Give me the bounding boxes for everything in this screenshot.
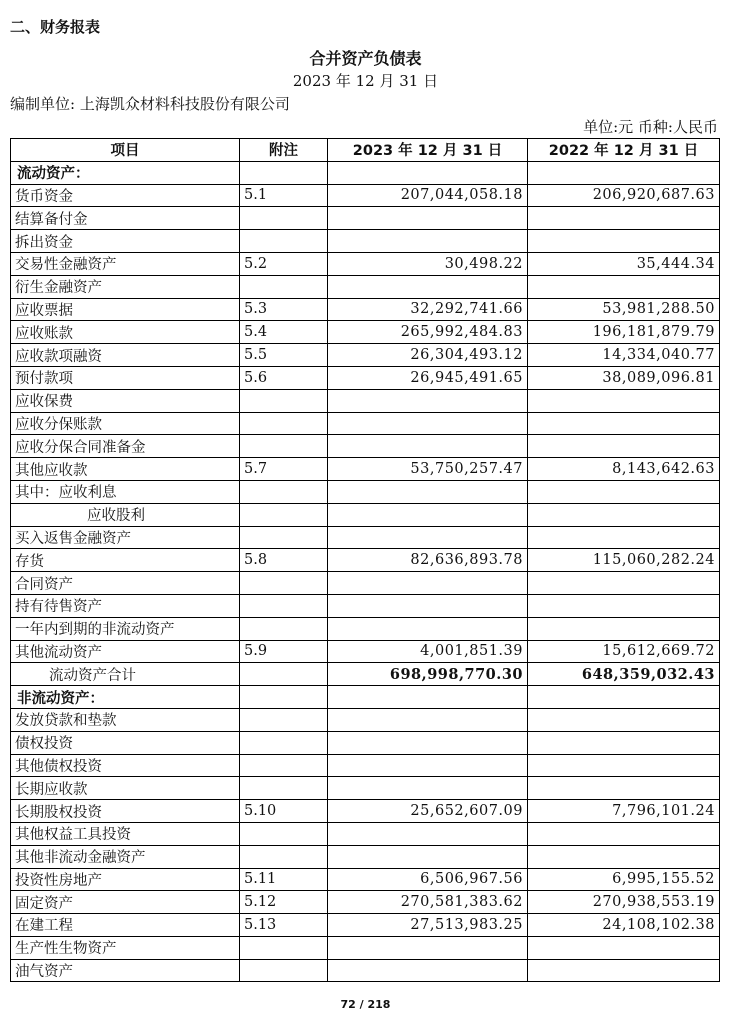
item-cell: 发放贷款和垫款	[11, 708, 240, 731]
note-cell	[240, 207, 328, 230]
table-row	[11, 777, 720, 800]
value-2022-cell	[528, 480, 720, 503]
note-cell	[240, 777, 328, 800]
table-row	[11, 663, 720, 686]
note-cell: 5.13	[240, 914, 328, 937]
item-cell: 应收分保账款	[11, 412, 240, 435]
table-row	[11, 161, 720, 184]
note-cell	[240, 845, 328, 868]
item-cell: 应收账款	[11, 321, 240, 344]
value-2022-cell: 38,089,096.81	[528, 366, 720, 389]
item-cell: 其他流动资产	[11, 640, 240, 663]
header-2023: 2023 年 12 月 31 日	[328, 139, 528, 162]
item-cell: 货币资金	[11, 184, 240, 207]
value-2023-cell	[328, 412, 528, 435]
item-cell: 长期应收款	[11, 777, 240, 800]
value-2022-cell	[528, 686, 720, 709]
note-cell	[240, 708, 328, 731]
item-cell: 长期股权投资	[11, 800, 240, 823]
table-row	[11, 298, 720, 321]
table-row	[11, 891, 720, 914]
value-2023-cell	[328, 777, 528, 800]
value-2023-cell: 6,506,967.56	[328, 868, 528, 891]
table-row	[11, 708, 720, 731]
note-cell: 5.8	[240, 549, 328, 572]
value-2023-cell	[328, 708, 528, 731]
note-cell	[240, 822, 328, 845]
item-cell: 存货	[11, 549, 240, 572]
value-2023-cell	[328, 845, 528, 868]
value-2022-cell: 6,995,155.52	[528, 868, 720, 891]
value-2023-cell: 265,992,484.83	[328, 321, 528, 344]
item-cell: 一年内到期的非流动资产	[11, 617, 240, 640]
note-cell: 5.10	[240, 800, 328, 823]
note-cell: 5.6	[240, 366, 328, 389]
value-2023-cell	[328, 822, 528, 845]
unit-currency-line: 单位:元 币种:人民币	[583, 118, 718, 136]
note-cell	[240, 389, 328, 412]
header-2022: 2022 年 12 月 31 日	[528, 139, 720, 162]
item-cell: 应收分保合同准备金	[11, 435, 240, 458]
header-note: 附注	[240, 139, 328, 162]
item-cell: 其他债权投资	[11, 754, 240, 777]
value-2022-cell	[528, 845, 720, 868]
table-row	[11, 800, 720, 823]
value-2022-cell	[528, 708, 720, 731]
note-cell	[240, 480, 328, 503]
table-row	[11, 275, 720, 298]
item-cell: 交易性金融资产	[11, 252, 240, 275]
item-cell: 持有待售资产	[11, 594, 240, 617]
item-cell: 非流动资产：	[11, 686, 240, 709]
item-cell: 应收股利	[11, 503, 240, 526]
value-2023-cell: 4,001,851.39	[328, 640, 528, 663]
value-2022-cell: 24,108,102.38	[528, 914, 720, 937]
table-row	[11, 207, 720, 230]
value-2022-cell	[528, 936, 720, 959]
item-cell: 流动资产合计	[11, 663, 240, 686]
item-cell: 预付款项	[11, 366, 240, 389]
value-2023-cell	[328, 572, 528, 595]
value-2023-cell	[328, 594, 528, 617]
value-2023-cell	[328, 959, 528, 982]
item-cell: 应收保费	[11, 389, 240, 412]
note-cell	[240, 731, 328, 754]
report-title: 合并资产负债表	[309, 49, 422, 68]
note-cell: 5.11	[240, 868, 328, 891]
item-cell: 衍生金融资产	[11, 275, 240, 298]
item-cell: 拆出资金	[11, 230, 240, 253]
item-cell: 债权投资	[11, 731, 240, 754]
item-cell: 结算备付金	[11, 207, 240, 230]
value-2022-cell: 648,359,032.43	[528, 663, 720, 686]
value-2022-cell: 53,981,288.50	[528, 298, 720, 321]
table-row	[11, 435, 720, 458]
item-cell: 投资性房地产	[11, 868, 240, 891]
note-cell	[240, 686, 328, 709]
item-cell: 应收款项融资	[11, 344, 240, 367]
item-cell: 其他权益工具投资	[11, 822, 240, 845]
value-2023-cell	[328, 686, 528, 709]
table-row	[11, 344, 720, 367]
value-2022-cell: 115,060,282.24	[528, 549, 720, 572]
item-cell: 合同资产	[11, 572, 240, 595]
table-row	[11, 549, 720, 572]
note-cell	[240, 435, 328, 458]
note-cell	[240, 275, 328, 298]
note-cell: 5.7	[240, 458, 328, 481]
value-2023-cell	[328, 207, 528, 230]
value-2023-cell: 270,581,383.62	[328, 891, 528, 914]
note-cell	[240, 936, 328, 959]
table-row	[11, 412, 720, 435]
value-2022-cell	[528, 161, 720, 184]
value-2023-cell: 53,750,257.47	[328, 458, 528, 481]
note-cell: 5.4	[240, 321, 328, 344]
value-2023-cell: 25,652,607.09	[328, 800, 528, 823]
table-row	[11, 366, 720, 389]
table-row	[11, 914, 720, 937]
table-row	[11, 526, 720, 549]
value-2022-cell: 196,181,879.79	[528, 321, 720, 344]
value-2022-cell	[528, 275, 720, 298]
item-cell: 应收票据	[11, 298, 240, 321]
header-item: 项目	[11, 139, 240, 162]
value-2023-cell: 207,044,058.18	[328, 184, 528, 207]
value-2022-cell: 35,444.34	[528, 252, 720, 275]
note-cell	[240, 617, 328, 640]
table-row	[11, 184, 720, 207]
value-2022-cell	[528, 777, 720, 800]
value-2023-cell	[328, 275, 528, 298]
value-2023-cell	[328, 936, 528, 959]
value-2023-cell	[328, 731, 528, 754]
table-row	[11, 252, 720, 275]
value-2022-cell: 8,143,642.63	[528, 458, 720, 481]
note-cell	[240, 959, 328, 982]
table-row	[11, 230, 720, 253]
value-2023-cell	[328, 754, 528, 777]
value-2023-cell	[328, 526, 528, 549]
item-cell: 其他非流动金融资产	[11, 845, 240, 868]
value-2022-cell	[528, 731, 720, 754]
note-cell	[240, 412, 328, 435]
value-2023-cell: 26,304,493.12	[328, 344, 528, 367]
table-row	[11, 503, 720, 526]
table-row	[11, 572, 720, 595]
note-cell	[240, 663, 328, 686]
section-title: 二、财务报表	[10, 18, 101, 36]
item-cell: 其中：应收利息	[11, 480, 240, 503]
table-row	[11, 617, 720, 640]
note-cell	[240, 161, 328, 184]
value-2022-cell	[528, 526, 720, 549]
note-cell	[240, 572, 328, 595]
table-row	[11, 731, 720, 754]
value-2022-cell	[528, 412, 720, 435]
note-cell: 5.2	[240, 252, 328, 275]
note-cell: 5.12	[240, 891, 328, 914]
value-2023-cell	[328, 617, 528, 640]
value-2023-cell	[328, 480, 528, 503]
value-2023-cell: 27,513,983.25	[328, 914, 528, 937]
report-date: 2023 年 12 月 31 日	[292, 72, 439, 90]
balance-sheet-table	[10, 138, 720, 982]
table-row	[11, 868, 720, 891]
value-2022-cell	[528, 207, 720, 230]
value-2022-cell	[528, 959, 720, 982]
item-cell: 在建工程	[11, 914, 240, 937]
value-2022-cell	[528, 435, 720, 458]
value-2022-cell	[528, 822, 720, 845]
table-row	[11, 959, 720, 982]
value-2023-cell: 30,498.22	[328, 252, 528, 275]
note-cell	[240, 594, 328, 617]
note-cell: 5.5	[240, 344, 328, 367]
table-row	[11, 480, 720, 503]
reporting-entity: 编制单位: 上海凯众材料科技股份有限公司	[10, 95, 290, 113]
note-cell: 5.3	[240, 298, 328, 321]
table-row	[11, 594, 720, 617]
value-2022-cell: 206,920,687.63	[528, 184, 720, 207]
value-2023-cell	[328, 161, 528, 184]
table-row	[11, 845, 720, 868]
value-2022-cell: 7,796,101.24	[528, 800, 720, 823]
table-row	[11, 686, 720, 709]
value-2023-cell	[328, 503, 528, 526]
value-2023-cell: 698,998,770.30	[328, 663, 528, 686]
value-2023-cell: 26,945,491.65	[328, 366, 528, 389]
page-number: 72 / 218	[340, 998, 391, 1011]
value-2023-cell	[328, 230, 528, 253]
value-2022-cell: 270,938,553.19	[528, 891, 720, 914]
value-2023-cell: 82,636,893.78	[328, 549, 528, 572]
value-2022-cell	[528, 230, 720, 253]
item-cell: 固定资产	[11, 891, 240, 914]
value-2022-cell	[528, 617, 720, 640]
note-cell	[240, 526, 328, 549]
table-row	[11, 936, 720, 959]
table-row	[11, 458, 720, 481]
note-cell: 5.1	[240, 184, 328, 207]
value-2022-cell	[528, 503, 720, 526]
value-2022-cell	[528, 594, 720, 617]
table-row	[11, 640, 720, 663]
value-2022-cell	[528, 572, 720, 595]
note-cell	[240, 503, 328, 526]
value-2022-cell: 15,612,669.72	[528, 640, 720, 663]
table-row	[11, 754, 720, 777]
value-2022-cell	[528, 389, 720, 412]
value-2023-cell	[328, 435, 528, 458]
value-2023-cell	[328, 389, 528, 412]
item-cell: 买入返售金融资产	[11, 526, 240, 549]
item-cell: 生产性生物资产	[11, 936, 240, 959]
value-2022-cell	[528, 754, 720, 777]
item-cell: 其他应收款	[11, 458, 240, 481]
table-row	[11, 389, 720, 412]
note-cell	[240, 230, 328, 253]
note-cell: 5.9	[240, 640, 328, 663]
table-row	[11, 822, 720, 845]
value-2022-cell: 14,334,040.77	[528, 344, 720, 367]
value-2023-cell: 32,292,741.66	[328, 298, 528, 321]
note-cell	[240, 754, 328, 777]
item-cell: 流动资产：	[11, 161, 240, 184]
item-cell: 油气资产	[11, 959, 240, 982]
table-row	[11, 321, 720, 344]
table-header-row	[11, 139, 720, 162]
